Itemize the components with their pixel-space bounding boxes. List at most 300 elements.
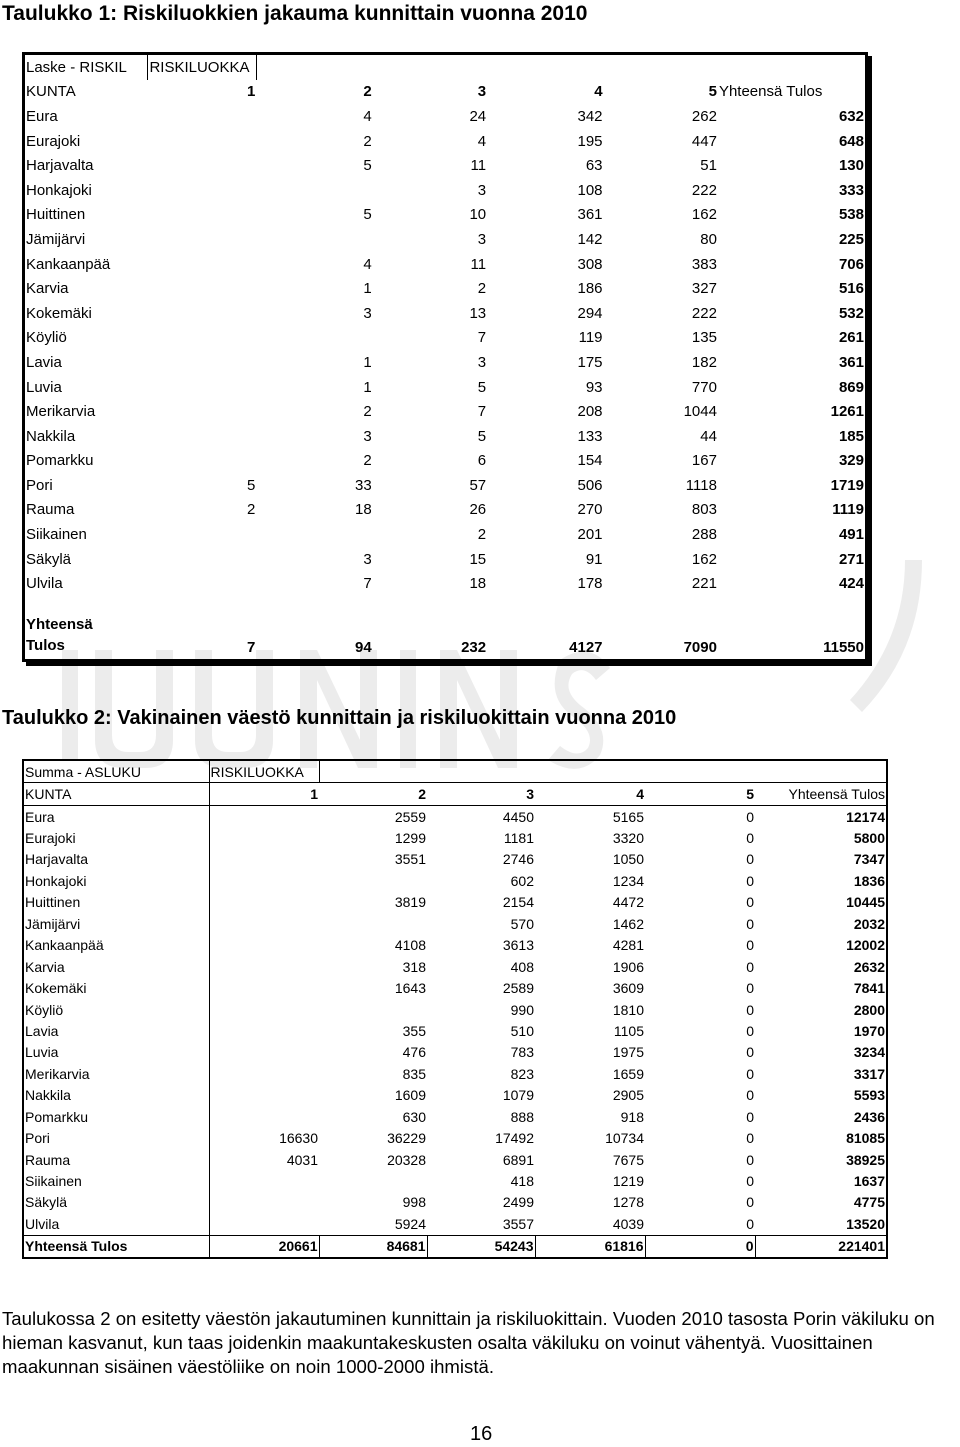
- value-cell: [209, 1192, 319, 1213]
- total-cell: 20661: [209, 1235, 319, 1258]
- value-cell: 0: [746, 980, 754, 997]
- value-cell: [209, 999, 319, 1020]
- value-cell: 13520: [846, 1215, 885, 1232]
- value-cell: 1462: [612, 915, 644, 932]
- value-cell: 154: [577, 452, 603, 470]
- table-row: [23, 870, 887, 891]
- value-cell: 201: [577, 526, 603, 544]
- value-cell: 424: [838, 575, 864, 593]
- header-row: [23, 783, 887, 805]
- value-cell: 175: [577, 353, 603, 371]
- value-cell: 447: [691, 132, 717, 150]
- value-cell: [148, 449, 256, 474]
- value-cell: 5165: [535, 805, 645, 827]
- value-cell: 706: [838, 255, 864, 273]
- value-cell: 0: [746, 1087, 754, 1104]
- value-cell: 5593: [853, 1087, 885, 1104]
- value-cell: 1659: [612, 1065, 644, 1082]
- value-cell: 7: [477, 403, 487, 421]
- table-row: [24, 326, 867, 351]
- value-cell: 2: [363, 132, 372, 150]
- total-label: Yhteensä Tulos: [26, 616, 93, 655]
- value-cell: 0: [746, 1173, 754, 1190]
- value-cell: 823: [510, 1065, 534, 1082]
- value-cell: 2: [477, 280, 487, 298]
- total-cell: 94: [355, 639, 372, 657]
- value-cell: [148, 227, 256, 252]
- value-cell: 6891: [502, 1151, 534, 1168]
- column-header: KUNTA: [23, 783, 209, 805]
- total-cell: 7: [246, 639, 256, 657]
- table-row: [24, 203, 867, 228]
- value-cell: 4: [363, 107, 372, 125]
- value-cell: [209, 935, 319, 956]
- value-cell: 3: [477, 181, 487, 199]
- table-row: [23, 892, 887, 913]
- total-row: [24, 614, 867, 661]
- value-cell: 2: [363, 452, 372, 470]
- value-cell: 15: [469, 550, 487, 568]
- value-cell: 383: [691, 255, 717, 273]
- value-cell: 3317: [853, 1065, 885, 1082]
- value-cell: 318: [402, 958, 426, 975]
- value-cell: [148, 399, 256, 424]
- value-cell: [209, 913, 319, 934]
- municipality-cell: Rauma: [26, 501, 75, 519]
- table-row: [23, 1085, 887, 1106]
- value-cell: 18: [355, 501, 372, 519]
- value-cell: 11: [470, 255, 487, 273]
- value-cell: 1: [363, 280, 372, 298]
- value-cell: 6: [477, 452, 487, 470]
- value-cell: 4039: [612, 1215, 644, 1232]
- value-cell: 3557: [502, 1215, 534, 1232]
- table-row: [23, 1213, 887, 1235]
- value-cell: [209, 1170, 319, 1191]
- value-cell: 7: [363, 575, 372, 593]
- value-cell: 222: [691, 304, 717, 322]
- value-cell: 0: [746, 1001, 754, 1018]
- value-cell: 918: [620, 1108, 644, 1125]
- municipality-cell: Köyliö: [26, 329, 67, 347]
- value-cell: 33: [355, 476, 372, 494]
- value-cell: [209, 1213, 319, 1235]
- value-cell: [209, 892, 319, 913]
- value-cell: 57: [469, 476, 487, 494]
- value-cell: [256, 178, 372, 203]
- value-cell: [148, 252, 256, 277]
- value-cell: 2800: [853, 1001, 885, 1018]
- value-cell: 0: [746, 958, 754, 975]
- municipality-cell: Ulvila: [26, 575, 63, 593]
- value-cell: 532: [838, 304, 864, 322]
- value-cell: 0: [746, 851, 754, 868]
- value-cell: [148, 547, 256, 572]
- value-cell: [256, 227, 372, 252]
- value-cell: [319, 1170, 427, 1191]
- value-cell: 3: [477, 353, 487, 371]
- table2-title: Taulukko 2: Vakinainen väestö kunnittain ja riskiluokittain vuonna 2010: [2, 707, 677, 729]
- value-cell: 4472: [612, 894, 644, 911]
- value-cell: 5: [363, 206, 372, 224]
- value-cell: 0: [746, 1130, 754, 1147]
- table-row: [23, 1106, 887, 1127]
- value-cell: 12174: [755, 805, 887, 827]
- value-cell: 5: [246, 476, 256, 494]
- value-cell: 4: [363, 255, 372, 273]
- value-cell: 510: [510, 1022, 534, 1039]
- value-cell: 1643: [394, 980, 426, 997]
- table-row: [23, 1170, 887, 1191]
- value-cell: 1234: [612, 872, 644, 889]
- value-cell: [148, 424, 256, 449]
- pivot-field: RISKILUOKKA: [148, 54, 256, 80]
- value-cell: 1219: [612, 1173, 644, 1190]
- value-cell: 3551: [394, 851, 426, 868]
- value-cell: 0: [746, 1151, 754, 1168]
- value-cell: 538: [838, 206, 864, 224]
- value-cell: [209, 1042, 319, 1063]
- value-cell: [209, 870, 319, 891]
- value-cell: 0: [746, 894, 754, 911]
- municipality-cell: Eura: [26, 107, 58, 125]
- value-cell: [256, 326, 372, 351]
- total-cell: 61816: [535, 1235, 645, 1258]
- table-row: [24, 129, 867, 154]
- value-cell: 1105: [613, 1022, 644, 1039]
- value-cell: 12002: [846, 937, 885, 954]
- value-cell: 1637: [853, 1173, 885, 1190]
- value-cell: 333: [838, 181, 864, 199]
- table-row: [23, 977, 887, 998]
- value-cell: [209, 1020, 319, 1041]
- value-cell: 288: [691, 526, 717, 544]
- value-cell: [209, 849, 319, 870]
- table-row: [24, 54, 867, 80]
- municipality-cell: Nakkila: [23, 1085, 209, 1106]
- value-cell: [209, 805, 319, 827]
- total-label: Yhteensä Tulos: [23, 1235, 209, 1258]
- table-row: [24, 449, 867, 474]
- table1-title: Taulukko 1: Riskiluokkien jakauma kunnittain vuonna 2010: [2, 2, 588, 25]
- municipality-cell: Harjavalta: [26, 157, 94, 175]
- table-row: [23, 1127, 887, 1148]
- value-cell: 632: [838, 107, 864, 125]
- value-cell: 361: [838, 353, 864, 371]
- value-cell: 195: [577, 132, 603, 150]
- value-cell: 1044: [683, 403, 717, 421]
- value-cell: 835: [402, 1065, 426, 1082]
- table-row: [24, 104, 867, 129]
- value-cell: 1906: [612, 958, 644, 975]
- value-cell: 418: [510, 1173, 534, 1190]
- value-cell: 162: [691, 206, 717, 224]
- total-cell: 0: [645, 1235, 755, 1258]
- value-cell: 4108: [394, 937, 426, 954]
- value-cell: 0: [746, 1108, 754, 1125]
- value-cell: 20328: [387, 1151, 426, 1168]
- value-cell: 783: [510, 1044, 534, 1061]
- value-cell: [209, 1085, 319, 1106]
- value-cell: 408: [510, 958, 534, 975]
- value-cell: 7: [477, 329, 487, 347]
- value-cell: 2746: [502, 851, 534, 868]
- pivot-label: Summa - ASLUKU: [23, 760, 209, 783]
- municipality-cell: Pomarkku: [23, 1106, 209, 1127]
- column-header: 2: [363, 83, 372, 101]
- municipality-cell: Karvia: [23, 956, 209, 977]
- value-cell: 261: [838, 329, 864, 347]
- value-cell: 1: [363, 378, 372, 396]
- municipality-cell: Nakkila: [26, 427, 76, 445]
- municipality-cell: Kankaanpää: [26, 255, 111, 273]
- table-row: [24, 301, 867, 326]
- value-cell: 221: [691, 575, 717, 593]
- value-cell: 10734: [605, 1130, 644, 1147]
- value-cell: 3613: [502, 937, 534, 954]
- pivot-field: RISKILUOKKA: [209, 760, 319, 783]
- column-header: 2: [319, 783, 427, 805]
- municipality-cell: Rauma: [23, 1149, 209, 1170]
- value-cell: 44: [700, 427, 717, 445]
- value-cell: 998: [402, 1194, 426, 1211]
- value-cell: 4: [477, 132, 487, 150]
- municipality-cell: Kokemäki: [23, 977, 209, 998]
- value-cell: 2499: [502, 1194, 534, 1211]
- table-row: [24, 399, 867, 424]
- value-cell: 1836: [853, 872, 885, 889]
- value-cell: 4031: [286, 1151, 318, 1168]
- value-cell: [319, 870, 427, 891]
- value-cell: 16630: [279, 1130, 318, 1147]
- total-cell: 7090: [683, 639, 717, 657]
- value-cell: 2: [363, 403, 372, 421]
- value-cell: 1609: [394, 1087, 426, 1104]
- table-row: [24, 350, 867, 375]
- value-cell: 2154: [502, 894, 534, 911]
- table-row: [23, 760, 887, 783]
- municipality-cell: Harjavalta: [23, 849, 209, 870]
- table-row: [24, 473, 867, 498]
- value-cell: 1119: [832, 501, 864, 519]
- value-cell: 4281: [612, 937, 644, 954]
- risk-class-table: [22, 52, 868, 662]
- value-cell: 888: [510, 1108, 534, 1125]
- value-cell: [256, 522, 372, 547]
- value-cell: [148, 375, 256, 400]
- value-cell: 0: [746, 937, 754, 954]
- value-cell: 803: [691, 501, 717, 519]
- value-cell: 1261: [830, 403, 864, 421]
- value-cell: 1970: [853, 1022, 885, 1039]
- column-header: 4: [535, 783, 645, 805]
- value-cell: 294: [577, 304, 603, 322]
- population-table: [22, 759, 888, 1259]
- value-cell: 222: [691, 181, 717, 199]
- total-row: [23, 1235, 887, 1258]
- value-cell: 5924: [394, 1215, 426, 1232]
- value-cell: 2589: [502, 980, 534, 997]
- value-cell: 342: [577, 107, 603, 125]
- value-cell: 262: [691, 107, 717, 125]
- value-cell: 4775: [853, 1194, 885, 1211]
- table-row: [23, 805, 887, 827]
- value-cell: 3819: [394, 894, 426, 911]
- value-cell: 630: [402, 1108, 426, 1125]
- value-cell: 5800: [853, 830, 885, 847]
- total-cell: 4127: [569, 639, 603, 657]
- value-cell: 51: [700, 157, 717, 175]
- value-cell: 2436: [853, 1108, 885, 1125]
- municipality-cell: Jämijärvi: [23, 913, 209, 934]
- value-cell: 990: [510, 1001, 534, 1018]
- value-cell: 1181: [503, 830, 534, 847]
- value-cell: 3: [477, 230, 487, 248]
- value-cell: 602: [510, 872, 534, 889]
- municipality-cell: Siikainen: [26, 526, 87, 544]
- value-cell: 270: [577, 501, 603, 519]
- column-header: 1: [246, 83, 256, 101]
- total-cell: 221401: [755, 1235, 887, 1258]
- value-cell: 1079: [502, 1087, 534, 1104]
- value-cell: 63: [585, 157, 603, 175]
- municipality-cell: Jämijärvi: [26, 230, 86, 248]
- municipality-cell: Huittinen: [26, 206, 86, 224]
- value-cell: 1278: [612, 1194, 644, 1211]
- value-cell: 5: [477, 378, 487, 396]
- column-header: KUNTA: [26, 83, 76, 101]
- municipality-cell: Merikarvia: [26, 403, 96, 421]
- value-cell: 36229: [387, 1130, 426, 1147]
- value-cell: [148, 522, 256, 547]
- table-row: [24, 375, 867, 400]
- total-cell: 84681: [319, 1235, 427, 1258]
- column-header: Yhteensä Tulos: [755, 783, 887, 805]
- municipality-cell: Lavia: [26, 353, 62, 371]
- value-cell: 24: [469, 107, 487, 125]
- value-cell: 10445: [846, 894, 885, 911]
- value-cell: 135: [691, 329, 717, 347]
- municipality-cell: Eura: [23, 805, 209, 827]
- municipality-cell: Säkylä: [23, 1192, 209, 1213]
- value-cell: 516: [838, 280, 864, 298]
- value-cell: [209, 977, 319, 998]
- value-cell: 108: [577, 181, 603, 199]
- value-cell: [148, 301, 256, 326]
- page-number: 16: [470, 1423, 493, 1445]
- value-cell: [209, 1063, 319, 1084]
- column-header: 4: [594, 83, 603, 101]
- table-row: [23, 999, 887, 1020]
- value-cell: 17492: [495, 1130, 534, 1147]
- value-cell: 491: [838, 526, 864, 544]
- total-cell: 54243: [427, 1235, 535, 1258]
- table-row: [24, 498, 867, 523]
- value-cell: 4450: [427, 805, 535, 827]
- municipality-cell: Kankaanpää: [23, 935, 209, 956]
- value-cell: 0: [645, 805, 755, 827]
- value-cell: [319, 913, 427, 934]
- value-cell: 5: [363, 157, 372, 175]
- table-row: [23, 849, 887, 870]
- column-header: 1: [209, 783, 319, 805]
- table-row: [24, 178, 867, 203]
- municipality-cell: Luvia: [23, 1042, 209, 1063]
- value-cell: 38925: [846, 1151, 885, 1168]
- table-row: [24, 276, 867, 301]
- value-cell: 1118: [685, 476, 717, 494]
- value-cell: 7841: [853, 980, 885, 997]
- value-cell: 506: [577, 476, 603, 494]
- value-cell: 3: [363, 304, 372, 322]
- value-cell: [148, 326, 256, 351]
- municipality-cell: Honkajoki: [26, 181, 92, 199]
- municipality-cell: Karvia: [26, 280, 69, 298]
- value-cell: 2: [477, 526, 487, 544]
- table-row: [24, 153, 867, 178]
- total-cell: 232: [461, 639, 487, 657]
- value-cell: 11: [470, 157, 487, 175]
- value-cell: 13: [469, 304, 487, 322]
- value-cell: 91: [585, 550, 603, 568]
- value-cell: 7347: [853, 851, 885, 868]
- value-cell: 142: [577, 230, 603, 248]
- value-cell: 2: [246, 501, 256, 519]
- table-row: [24, 227, 867, 252]
- value-cell: [209, 827, 319, 848]
- municipality-cell: Luvia: [26, 378, 62, 396]
- municipality-cell: Pori: [23, 1127, 209, 1148]
- value-cell: 0: [746, 1022, 754, 1039]
- value-cell: [148, 178, 256, 203]
- value-cell: 185: [838, 427, 864, 445]
- column-header: Yhteensä Tulos: [718, 83, 823, 101]
- value-cell: 2905: [612, 1087, 644, 1104]
- municipality-cell: Merikarvia: [23, 1063, 209, 1084]
- value-cell: [319, 999, 427, 1020]
- value-cell: 3: [363, 550, 372, 568]
- value-cell: [148, 571, 256, 596]
- value-cell: 570: [510, 915, 534, 932]
- value-cell: 355: [402, 1022, 426, 1039]
- value-cell: 162: [691, 550, 717, 568]
- table-row: [23, 1020, 887, 1041]
- value-cell: 0: [746, 1194, 754, 1211]
- table-row: [23, 913, 887, 934]
- value-cell: 0: [746, 830, 754, 847]
- value-cell: 1719: [830, 476, 864, 494]
- value-cell: 119: [578, 329, 603, 347]
- body-paragraph: Taulukossa 2 on esitetty väestön jakautuminen kunnittain ja riskiluokittain. Vuoden 2010 tasosta Porin väkiluku on hieman kasvanut, kun taas joidenkin maakuntakeskusten osalta väkiluku on voinut vähentyä. Vuosittainen maakunnan sisäinen väestöliike on noin 1000-2000 ihmistä.: [2, 1308, 935, 1377]
- column-header: 3: [427, 783, 535, 805]
- value-cell: 327: [691, 280, 717, 298]
- value-cell: 3234: [853, 1044, 885, 1061]
- value-cell: 770: [691, 378, 717, 396]
- value-cell: 1299: [394, 830, 426, 847]
- value-cell: 0: [746, 872, 754, 889]
- municipality-cell: Eurajoki: [23, 827, 209, 848]
- value-cell: 329: [838, 452, 864, 470]
- table-row: [24, 547, 867, 572]
- municipality-cell: Ulvila: [23, 1213, 209, 1235]
- table-row: [24, 252, 867, 277]
- table-row: [23, 956, 887, 977]
- value-cell: 18: [469, 575, 487, 593]
- value-cell: 0: [746, 1215, 754, 1232]
- value-cell: 26: [469, 501, 487, 519]
- header-row: [24, 80, 867, 105]
- value-cell: 0: [746, 1044, 754, 1061]
